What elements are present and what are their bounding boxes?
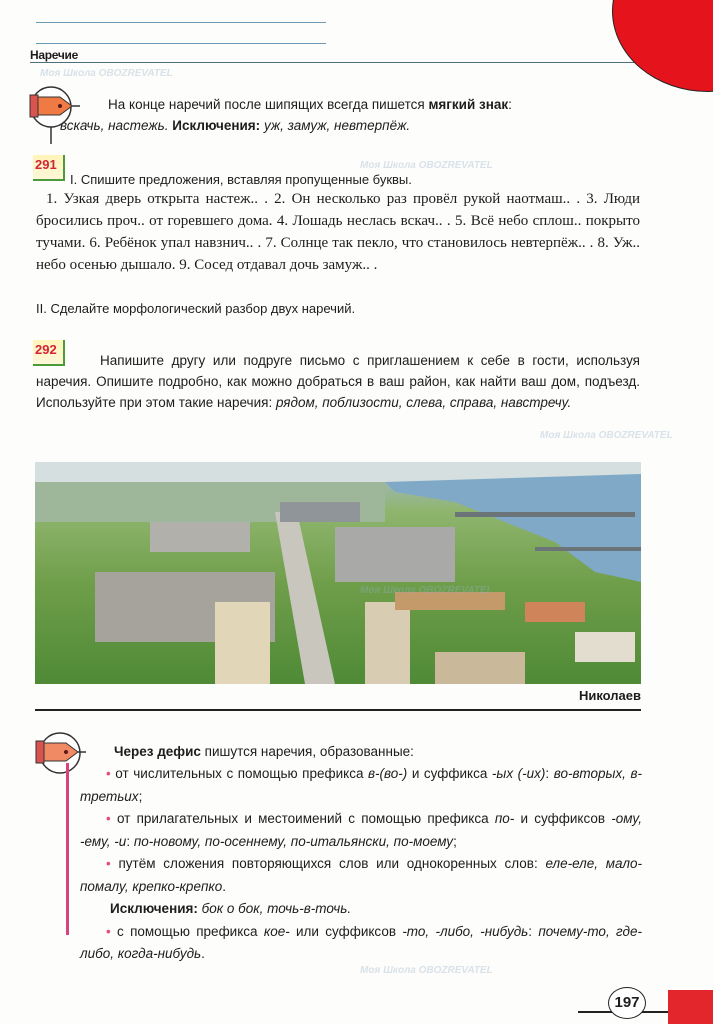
rule-item-morpheme: кое- (263, 923, 290, 939)
rule-item-end: ; (138, 788, 143, 804)
rule-item-examples: почему-то, где-либо, когда-нибудь (80, 923, 642, 961)
header-rule (30, 62, 650, 63)
rule-item-text: и суффикса (407, 766, 492, 781)
exercise-291-sentences: 1. Узкая дверь открыта настеж.. . 2. Он несколько раз провёл рукой наотмаш.. . 3. Люди бросились проч.. от горевшего дома. 4. Лошадь неслась вскач.. . 5. Всё небо сплош.. покрыто тучами. 6. Ребёнок упал навзнич.. . 7. Солнце так пекло, что становилось невтерпёж.. . 8. Уж.. небо осенью дышало. 9. Сосед отдавал дочь замуж.. . (36, 191, 640, 273)
rule-soft-sign (100, 94, 640, 115)
exercise-292-adverbs: рядом, поблизости, слева, справа, навстречу. (275, 395, 572, 410)
rule-item-text: : (528, 923, 539, 939)
rule-item-end: . (201, 946, 205, 961)
city-photo (35, 462, 641, 684)
rule-item-end: . (222, 878, 227, 894)
red-corner-decoration (612, 0, 713, 92)
rule-punct: : (508, 97, 512, 112)
rule-item-morpheme: -то, -либо, -нибудь (402, 923, 529, 939)
photo-caption: Николаев (578, 688, 641, 703)
exceptions-list: бок о бок, точь-в-точь. (201, 901, 352, 916)
rule-item-text: от числительных с помощью префикса (115, 766, 368, 781)
rule-examples: вскачь, настежь. (60, 118, 169, 133)
rule-item-examples: по-новому, по-осеннему, по-итальянски, по-моему (133, 833, 454, 849)
rule-item-end: ; (453, 833, 457, 849)
bullet-icon: • (106, 766, 111, 781)
exceptions-label: Исключения: (172, 118, 261, 133)
rule-hyphen (80, 741, 642, 764)
watermark: Моя Школа OBOZREVATEL (540, 430, 673, 441)
rule-item-text: и суффиксов (514, 811, 612, 826)
bullet-icon: • (106, 811, 111, 826)
exercise-number-292: 292 (33, 340, 65, 366)
rule-keyword: мягкий знак (428, 97, 509, 112)
rule-exceptions (80, 898, 642, 921)
rule-item-morpheme: в-(во-) (368, 766, 408, 781)
exercise-291-text (36, 188, 640, 276)
header-line (36, 43, 326, 44)
city-aerial-illustration (35, 462, 641, 684)
rule-hyphen-list (80, 763, 642, 966)
rule-item-morpheme: по- (494, 811, 515, 826)
exceptions-list: уж, замуж, невтерпёж. (263, 118, 411, 133)
rule-item-1 (80, 763, 642, 808)
rule-item-2 (80, 808, 642, 853)
rule-keyword: Через дефис (114, 744, 201, 759)
watermark: Моя Школа OBOZREVATEL (360, 160, 493, 171)
rule-item-examples: еле-еле, мало-помалу, крепко-крепко (80, 856, 642, 894)
rule-item-examples: во-вторых, в-третьих (80, 766, 642, 804)
rule-item-morpheme: -ому, -ему, -и (80, 811, 642, 849)
exercise-number-291: 291 (33, 155, 65, 181)
rule-item-3 (80, 853, 642, 898)
rule-examples-line (60, 115, 640, 136)
exercise-292-instructions: Напишите другу или подруге письмо с приглашением к себе в гости, используя наречия. Опишите подробно, как можно добраться в ваш район, как найти ваш дом, подъезд. Используйте при этом такие наречия: (36, 353, 640, 410)
watermark: Моя Школа OBOZREVATEL (40, 68, 173, 79)
page-number: 197 (608, 987, 646, 1019)
rule-intro: пишутся наречия, образованные: (200, 744, 414, 759)
exceptions-label: Исключения: (110, 901, 198, 916)
exercise-291-task-1: I. Спишите предложения, вставляя пропущенные буквы. (70, 172, 412, 187)
rule-side-line (66, 763, 69, 935)
bullet-icon: • (106, 856, 111, 871)
section-separator (35, 709, 641, 711)
rule-item-text: : (545, 766, 554, 781)
rule-text: На конце наречий после шипящих всегда пишется (108, 97, 429, 112)
bullet-icon: • (106, 923, 111, 939)
exercise-292-text (36, 350, 640, 413)
header-line (36, 22, 326, 23)
rule-item-4 (80, 921, 642, 966)
red-page-tab (668, 990, 713, 1024)
exercise-291-task-2: II. Сделайте морфологический разбор двух наречий. (36, 301, 356, 316)
rule-item-text: от прилагательных и местоимений с помощью префикса (116, 811, 495, 826)
rule-item-text: путём сложения повторяющихся слов или однокоренных слов: (118, 856, 546, 871)
rule-item-text: или суффиксов (289, 923, 403, 939)
rule-item-text: : (126, 833, 134, 849)
section-title: Наречие (30, 48, 78, 62)
rule-item-morpheme: -ых (-их) (491, 766, 546, 781)
rule-item-text: с помощью префикса (117, 923, 264, 939)
watermark: Моя Школа OBOZREVATEL (360, 965, 493, 976)
watermark: Моя Школа OBOZREVATEL (360, 585, 493, 596)
